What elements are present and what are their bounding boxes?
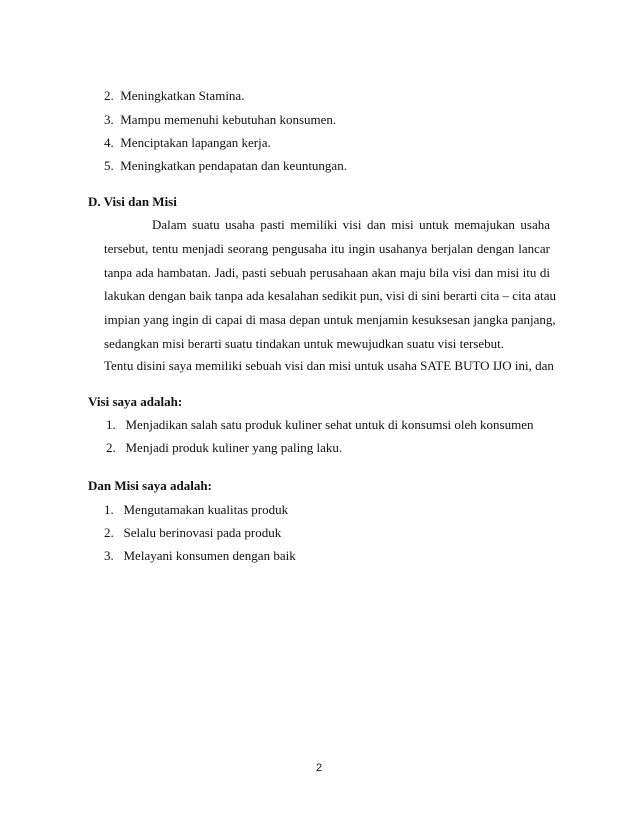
list-number: 2. [104,525,114,540]
list-text: Mengutamakan kualitas produk [123,502,289,517]
list-item [106,417,534,433]
paragraph-line: lakukan dengan baik tanpa ada kesalahan sedikit pun, visi di sini berarti cita – cita atau [104,288,556,303]
page-number: 2 [315,762,323,774]
visi-heading: Visi saya adalah: [88,394,183,409]
section-heading: D. Visi dan Misi [88,194,177,209]
list-number: 2. [104,88,114,103]
list-text: Meningkatkan pendapatan dan keuntungan. [120,158,347,173]
list-item [104,548,296,564]
paragraph-line: tanpa ada hambatan. Jadi, pasti sebuah perusahaan akan maju bila visi dan misi itu di [104,265,550,280]
list-text: Meningkatkan Stamina. [120,88,245,103]
list-text: Menciptakan lapangan kerja. [120,135,271,150]
paragraph-closing-line: Tentu disini saya memiliki sebuah visi dan misi untuk usaha SATE BUTO IJO ini, dan [104,358,554,373]
list-item [104,88,244,104]
list-number: 1. [106,417,116,432]
list-number: 3. [104,112,114,127]
list-number: 4. [104,135,114,150]
paragraph-line: sedangkan misi berarti suatu tindakan untuk mewujudkan suatu visi tersebut. [104,336,505,351]
list-text: Selalu berinovasi pada produk [123,525,282,540]
list-number: 3. [104,548,114,563]
list-item [104,112,336,128]
list-item [104,158,347,174]
paragraph-line: impian yang ingin di capai di masa depan untuk menjamin kesuksesan jangka panjang, [104,312,556,327]
paragraph-line: tersebut, tentu menjadi seorang pengusaha itu ingin usahanya berjalan dengan lancar [104,241,550,256]
list-item [104,525,281,541]
list-text: Melayani konsumen dengan baik [123,548,296,563]
list-item [106,440,342,456]
list-text: Mampu memenuhi kebutuhan konsumen. [120,112,337,127]
list-item [104,502,288,518]
list-text: Menjadikan salah satu produk kuliner sehat untuk di konsumsi oleh konsumen [125,417,534,432]
list-number: 1. [104,502,114,517]
misi-heading: Dan Misi saya adalah: [88,478,212,493]
list-number: 5. [104,158,114,173]
list-text: Menjadi produk kuliner yang paling laku. [125,440,343,455]
list-number: 2. [106,440,116,455]
paragraph-line: Dalam suatu usaha pasti memiliki visi dan misi untuk memajukan usaha [152,217,550,232]
list-item [104,135,271,151]
